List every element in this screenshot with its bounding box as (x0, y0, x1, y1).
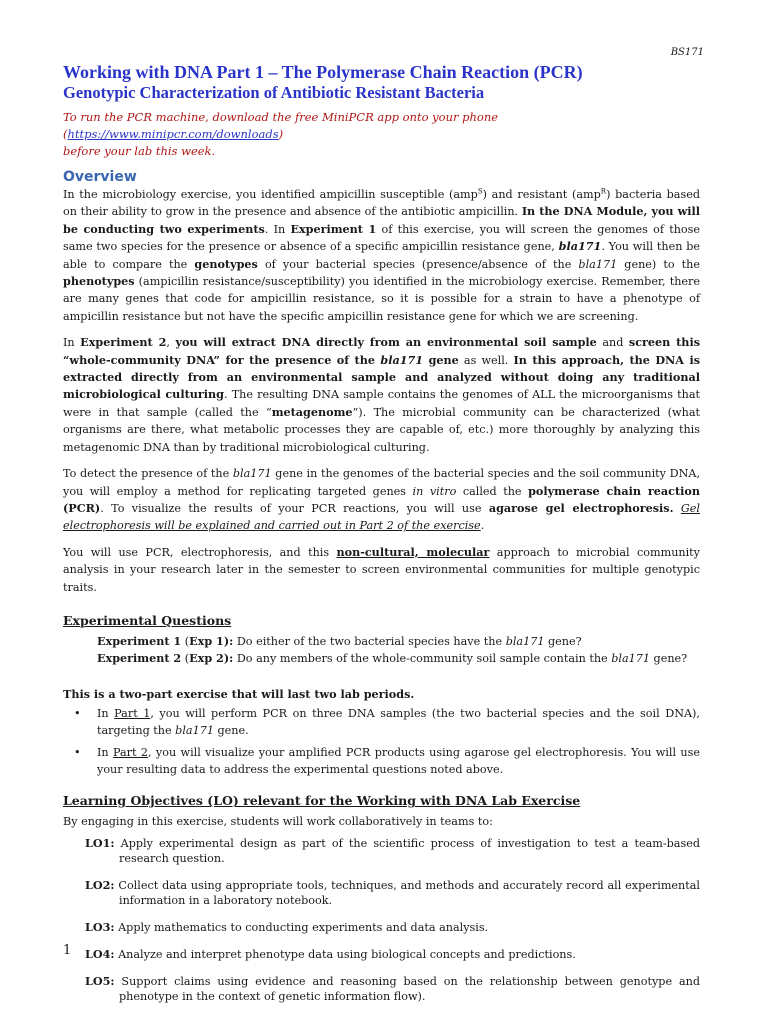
learning-objectives-list (63, 836, 700, 1005)
bullet-icon: • (74, 745, 81, 759)
experiment-1-question: Experiment 1 (Exp 1): Do either of the two bacterial species have the bla171 gene? (97, 633, 582, 648)
list-item: LO5: Support claims using evidence and reasoning based on the relationship between genotype and phenotype in the context of genetic information flow). (85, 973, 700, 1004)
two-part-lead: This is a two-part exercise that will last two lab periods. (63, 686, 415, 701)
experiment-2-question: Experiment 2 (Exp 2): Do any members of the whole-community soil sample contain the bla171 gene? (97, 651, 688, 666)
list-item: LO3: Apply mathematics to conducting experiments and data analysis. (85, 920, 489, 935)
two-part-list (63, 705, 700, 779)
document-title: Working with DNA Part 1 – The Polymerase Chain Reaction (PCR) (63, 62, 583, 82)
list-item: LO4: Analyze and interpret phenotype data using biological concepts and predictions. (85, 946, 576, 961)
pcr-app-note: To run the PCR machine, download the free MiniPCR app onto your phone (https://www.minipcr.com/downloads) before your lab this week. (63, 110, 499, 158)
page-number: 1 (63, 943, 72, 958)
bullet-icon: • (74, 706, 81, 720)
learning-objectives-heading: Learning Objectives (LO) relevant for the Working with DNA Lab Exercise (63, 793, 581, 809)
overview-paragraph-3: To detect the presence of the bla171 gene in the genomes of the bacterial species and the soil community DNA, you will employ a method for replicating targeted genes in vitro called the polymerase chain reaction (PCR). To visualize the results of your PCR reactions, you will use agarose gel electrophoresis. Gel electrophoresis will be explained and carried out in Part 2 of the exercise. (63, 467, 700, 533)
overview-paragraph-4: You will use PCR, electrophoresis, and this non-cultural, molecular approach to microbial community analysis in your research later in the semester to screen environmental communities for multiple genotypic traits. (63, 544, 700, 594)
document-content (63, 61, 700, 1016)
overview-paragraph-1: In the microbiology exercise, you identified ampicillin susceptible (amp$^S$) and resistant (amp$^R$) bacteria based on their ability to grow in the presence and absence of the antibiotic ampicillin. In the DNA Module, you will be conducting two experiments. In Experiment 1 of this exercise, you will screen the genomes of those same two species for the presence or absence of a specific ampicillin resistance gene, bla171. You will then be able to compare the genotypes of your bacterial species (presence/absence of the bla171 gene) to the phenotypes (ampicillin resistance/susceptibility) you identified in the microbiology exercise. Remember, there are many genes that code for ampicillin resistance, so it is possible for a strain to have a phenotype of ampicillin resistance but not have the specific ampicillin resistance gene for which we are screening. (63, 187, 701, 323)
minipcr-download-link[interactable]: https://www.minipcr.com/downloads (67, 127, 279, 141)
list-item: • In Part 2, you will visualize your amplified PCR products using agarose gel electrophoresis. You will use your resulting data to address the experimental questions noted above. (74, 745, 701, 776)
list-item: LO2: Collect data using appropriate tools, techniques, and methods and accurately record all experimental information in a laboratory notebook. (85, 877, 700, 908)
learning-objectives-intro: By engaging in this exercise, students will work collaboratively in teams to: (63, 815, 493, 829)
experimental-questions-heading: Experimental Questions (63, 612, 232, 628)
course-code: BS171 (670, 47, 704, 58)
list-item: • In Part 1, you will perform PCR on three DNA samples (the two bacterial species and the soil DNA), targeting the bla171 gene. (74, 706, 700, 738)
overview-heading: Overview (63, 169, 137, 185)
overview-paragraph-2: In Experiment 2, you will extract DNA directly from an environmental soil sample and screen this “whole-community DNA” for the presence of the bla171 gene as well. In this approach, the DNA is extracted directly from an environmental sample and analyzed without doing any traditional microbiological culturing. The resulting DNA sample contains the genomes of ALL the microorganisms that were in that sample (called the “metagenome”). The microbial community can be characterized (what organisms are there, what metabolic processes they are capable of, etc.) more thoroughly by analyzing this metagenomic DNA than by traditional microbiological culturing. (63, 335, 700, 454)
list-item: LO1: Apply experimental design as part of the scientific process of investigation to test a team-based research question. (85, 835, 700, 866)
document-subtitle: Genotypic Characterization of Antibiotic Resistant Bacteria (63, 83, 485, 102)
